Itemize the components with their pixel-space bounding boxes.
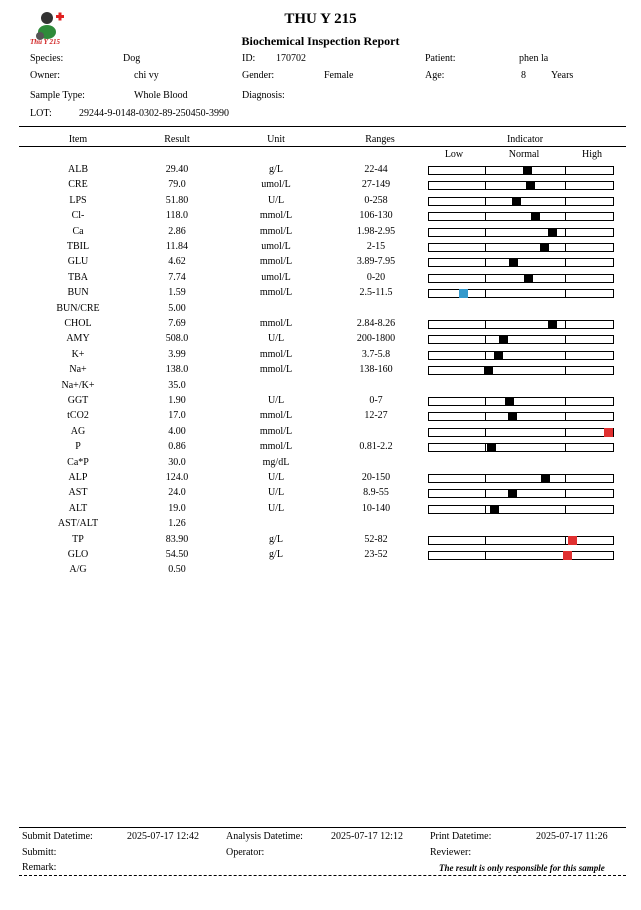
indicator-bar [428,443,614,452]
table-row [0,210,641,225]
row-result: 1.59 [168,287,186,299]
row-item: tCO2 [67,410,89,422]
row-result: 0.86 [168,441,186,453]
divider-header [19,146,626,147]
indicator-bar [428,274,614,283]
col-header-unit: Unit [267,134,285,145]
indicator-marker-normal [526,181,535,190]
row-result: 83.90 [165,533,189,545]
indicator-low-label: Low [444,149,464,160]
table-row [0,303,641,318]
indicator-bar [428,366,614,375]
indicator-bar [428,335,614,344]
indicator-marker-normal [523,166,532,175]
row-item: GGT [67,395,89,406]
row-range: 200-1800 [356,333,396,345]
row-range: 10-140 [361,502,391,514]
indicator-marker-normal [508,489,517,498]
row-unit: umol/L [261,271,291,283]
row-item: AG [70,425,86,437]
table-row [0,349,641,364]
row-result: 7.74 [168,271,186,283]
table-row [0,380,641,395]
row-result: 508.0 [165,333,189,345]
row-range: 52-82 [364,533,388,545]
row-unit: mmol/L [259,225,293,237]
table-row [0,318,641,333]
diagnosis-label: Diagnosis: [242,90,285,101]
indicator-marker-normal [524,274,533,283]
indicator-bar [428,351,614,360]
indicator-bar [428,505,614,514]
owner-label: Owner: [30,70,60,81]
divider-bottom [19,875,626,876]
row-result: 1.90 [168,395,186,406]
row-item: AST [68,487,88,499]
row-unit: umol/L [261,179,291,191]
row-item: BUN/CRE [56,302,100,314]
print-datetime-label: Print Datetime: [430,831,492,842]
analysis-datetime-value: 2025-07-17 12:12 [331,831,403,842]
row-item: Ca*P [67,456,89,468]
indicator-marker-normal [548,228,557,237]
table-row [0,441,641,456]
table-row [0,472,641,487]
divider-top [19,126,626,127]
row-result: 5.00 [168,302,186,314]
indicator-high-label: High [582,149,602,160]
row-item: Ca [72,225,84,237]
row-result: 4.00 [168,425,186,437]
indicator-bar [428,397,614,406]
row-item: TBIL [66,241,90,252]
table-row [0,241,641,256]
table-row [0,487,641,502]
row-range: 106-130 [359,210,393,222]
indicator-bar [428,320,614,329]
row-range: 2.5-11.5 [359,287,393,299]
row-unit: umol/L [261,241,291,252]
row-unit: U/L [267,333,285,345]
indicator-bar [428,489,614,498]
table-row [0,518,641,533]
species-label: Species: [30,53,64,64]
row-item: TBA [68,271,88,283]
indicator-marker-normal [484,366,493,375]
sample-type-value: Whole Blood [134,90,188,101]
row-range: 0-258 [364,194,388,206]
gender-value: Female [324,70,354,81]
row-result: 54.50 [165,549,189,560]
row-range: 8.9-55 [363,487,389,499]
row-item: P [75,441,81,453]
indicator-marker-normal [490,505,499,514]
row-item: ALB [68,164,88,175]
table-row [0,534,641,549]
row-item: AMY [66,333,90,345]
owner-value: chi vy [134,70,159,81]
row-item: K+ [71,348,85,360]
table-row [0,287,641,302]
row-result: 1.26 [168,518,186,530]
row-result: 4.62 [168,256,186,268]
indicator-bar [428,428,614,437]
indicator-bar [428,212,614,221]
table-row [0,364,641,379]
row-result: 35.0 [168,379,186,391]
report-title: Biochemical Inspection Report [241,34,400,48]
row-range: 23-52 [364,549,388,560]
id-value: 170702 [276,53,306,64]
row-unit: g/L [269,533,283,545]
row-range: 3.7-5.8 [361,348,391,360]
row-unit: U/L [267,194,285,206]
divider-footer [19,827,626,828]
col-header-indicator: Indicator [506,134,544,145]
row-unit: U/L [267,395,285,406]
patient-value: phen la [519,53,549,64]
age-label: Age: [425,70,445,81]
indicator-bar [428,166,614,175]
indicator-bar [428,181,614,190]
row-item: LPS [69,194,87,206]
row-range: 1.98-2.95 [356,225,396,237]
indicator-normal-label: Normal [508,149,540,160]
clinic-name: THU Y 215 [284,11,357,27]
indicator-marker-low [459,289,468,298]
row-unit: mmol/L [259,425,293,437]
row-item: AST/ALT [57,518,99,530]
row-result: 11.84 [165,241,189,252]
row-unit: mg/dL [262,456,290,468]
print-datetime-value: 2025-07-17 11:26 [536,831,608,842]
species-value: Dog [123,53,141,64]
disclaimer-text: The result is only responsible for this sample [439,863,605,873]
row-result: 124.0 [165,472,189,483]
indicator-marker-high [568,536,577,545]
row-range: 2-15 [366,241,386,252]
indicator-bar [428,551,614,560]
col-header-ranges: Ranges [365,134,395,145]
row-range: 0-20 [366,271,386,283]
row-item: Cl- [71,210,85,222]
table-row [0,426,641,441]
row-result: 3.99 [168,348,186,360]
indicator-marker-normal [499,335,508,344]
row-unit: mmol/L [259,441,293,453]
analysis-datetime-label: Analysis Datetime: [226,831,303,842]
table-row [0,564,641,579]
row-item: A/G [69,564,87,576]
submit-datetime-label: Submit Datetime: [22,831,93,842]
indicator-marker-normal [531,212,540,221]
indicator-bar [428,289,614,298]
row-range: 0.81-2.2 [359,441,393,453]
lot-value: 29244-9-0148-0302-89-250450-3990 [79,108,229,119]
table-row [0,226,641,241]
row-unit: g/L [269,164,283,175]
indicator-marker-normal [508,412,517,421]
row-item: Na+ [69,364,87,376]
col-header-item: Item [68,134,88,145]
indicator-bar [428,243,614,252]
row-unit: U/L [267,502,285,514]
table-row [0,503,641,518]
indicator-marker-normal [541,474,550,483]
indicator-bar [428,228,614,237]
indicator-marker-normal [487,443,496,452]
patient-label: Patient: [425,53,456,64]
indicator-marker-normal [512,197,521,206]
row-unit: U/L [267,487,285,499]
table-row [0,256,641,271]
row-range: 12-27 [364,410,388,422]
indicator-marker-normal [509,258,518,267]
indicator-marker-normal [505,397,514,406]
row-item: Na+/K+ [61,379,95,391]
row-result: 0.50 [168,564,186,576]
row-unit: mmol/L [259,348,293,360]
row-item: GLU [67,256,89,268]
reviewer-label: Reviewer: [430,847,472,858]
table-row [0,179,641,194]
row-item: GLO [67,549,89,560]
row-range: 2.84-8.26 [356,318,396,329]
age-unit: Years [551,70,574,81]
table-row [0,333,641,348]
id-label: ID: [242,53,256,64]
indicator-marker-high [563,551,572,560]
row-item: TP [72,533,84,545]
indicator-marker-normal [548,320,557,329]
row-range: 138-160 [359,364,393,376]
row-result: 30.0 [168,456,186,468]
gender-label: Gender: [242,70,275,81]
row-item: BUN [67,287,89,299]
table-row [0,195,641,210]
indicator-bar [428,258,614,267]
row-unit: U/L [267,472,285,483]
row-range: 0-7 [369,395,383,406]
submit-datetime-value: 2025-07-17 12:42 [127,831,199,842]
indicator-bar [428,536,614,545]
row-range: 3.89-7.95 [356,256,396,268]
row-unit: mmol/L [259,256,293,268]
row-result: 118.0 [165,210,189,222]
sample-type-label: Sample Type: [30,90,85,101]
row-result: 29.40 [165,164,189,175]
row-range: 27-149 [361,179,391,191]
row-item: ALP [68,472,88,483]
table-row [0,395,641,410]
table-row [0,549,641,564]
row-item: CHOL [64,318,92,329]
row-result: 24.0 [168,487,186,499]
row-result: 79.0 [168,179,186,191]
row-range: 20-150 [361,472,391,483]
indicator-marker-normal [540,243,549,252]
row-unit: g/L [269,549,283,560]
row-unit: mmol/L [259,210,293,222]
submitter-label: Submitt: [22,847,57,858]
row-result: 17.0 [168,410,186,422]
row-item: CRE [68,179,88,191]
table-row [0,272,641,287]
logo-text: Thu Y 215 [30,38,60,46]
row-range: 22-44 [364,164,388,175]
row-result: 51.80 [165,194,189,206]
row-unit: mmol/L [259,410,293,422]
indicator-bar [428,412,614,421]
row-result: 19.0 [168,502,186,514]
row-unit: mmol/L [259,364,293,376]
table-row [0,164,641,179]
row-result: 138.0 [165,364,189,376]
row-result: 7.69 [168,318,186,329]
table-row [0,457,641,472]
indicator-marker-normal [494,351,503,360]
indicator-bar [428,474,614,483]
age-value: 8 [521,70,526,81]
row-item: ALT [68,502,88,514]
table-row [0,410,641,425]
lot-label: LOT: [30,108,52,119]
indicator-bar [428,197,614,206]
indicator-marker-high [604,428,613,437]
col-header-result: Result [164,134,190,145]
row-unit: mmol/L [259,287,293,299]
row-result: 2.86 [168,225,186,237]
operator-label: Operator: [226,847,265,858]
remark-label: Remark: [22,862,57,873]
row-unit: mmol/L [259,318,293,329]
